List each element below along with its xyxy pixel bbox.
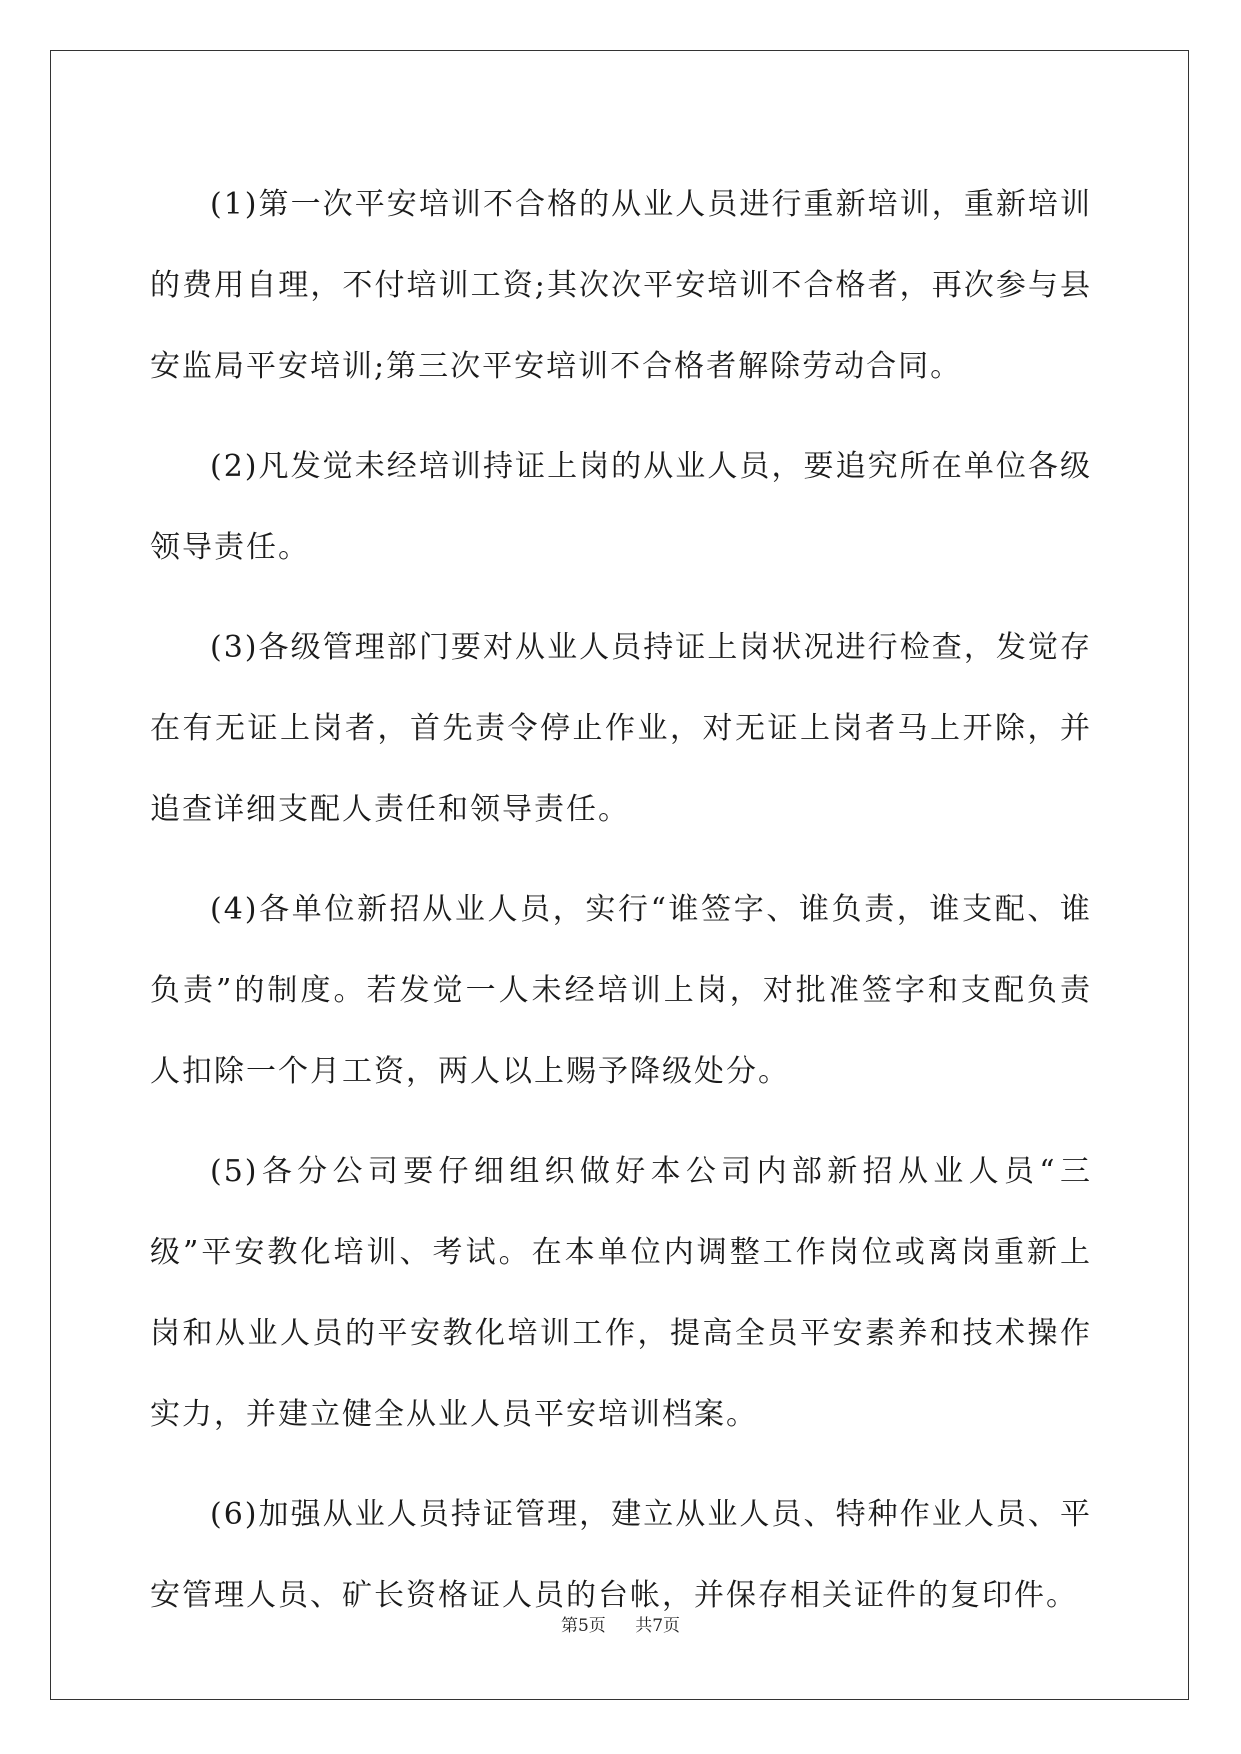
page-number-total: 共7页 (635, 1616, 681, 1636)
paragraph-2: (2)凡发觉未经培训持证上岗的从业人员，要追究所在单位各级领导责任。 (150, 449, 1092, 565)
paragraph-3: (3)各级管理部门要对从业人员持证上岗状况进行检查，发觉存在有无证上岗者，首先责令停止作业，对无证上岗者马上开除，并追查详细支配人责任和领导责任。 (150, 630, 1092, 827)
paragraph-5: (5)各分公司要仔细组织做好本公司内部新招从业人员“三级”平安教化培训、考试。在本单位内调整工作岗位或离岗重新上岗和从业人员的平安教化培训工作，提高全员平安素养和技术操作实力，并建立健全从业人员平安培训档案。 (150, 1154, 1092, 1432)
paragraph-6: (6)加强从业人员持证管理，建立从业人员、特种作业人员、平安管理人员、矿长资格证人员的台帐，并保存相关证件的复印件。 (150, 1497, 1092, 1613)
paragraph-4: (4)各单位新招从业人员，实行“谁签字、谁负责，谁支配、谁负责”的制度。若发觉一人未经培训上岗，对批准签字和支配负责人扣除一个月工资，两人以上赐予降级处分。 (150, 892, 1092, 1089)
page-footer (0, 1611, 1241, 1636)
paragraph-1: (1)第一次平安培训不合格的从业人员进行重新培训，重新培训的费用自理，不付培训工资;其次次平安培训不合格者，再次参与县安监局平安培训;第三次平安培训不合格者解除劳动合同。 (150, 187, 1092, 384)
document-body (150, 160, 1092, 1655)
page-number-current: 第5页 (560, 1616, 606, 1636)
